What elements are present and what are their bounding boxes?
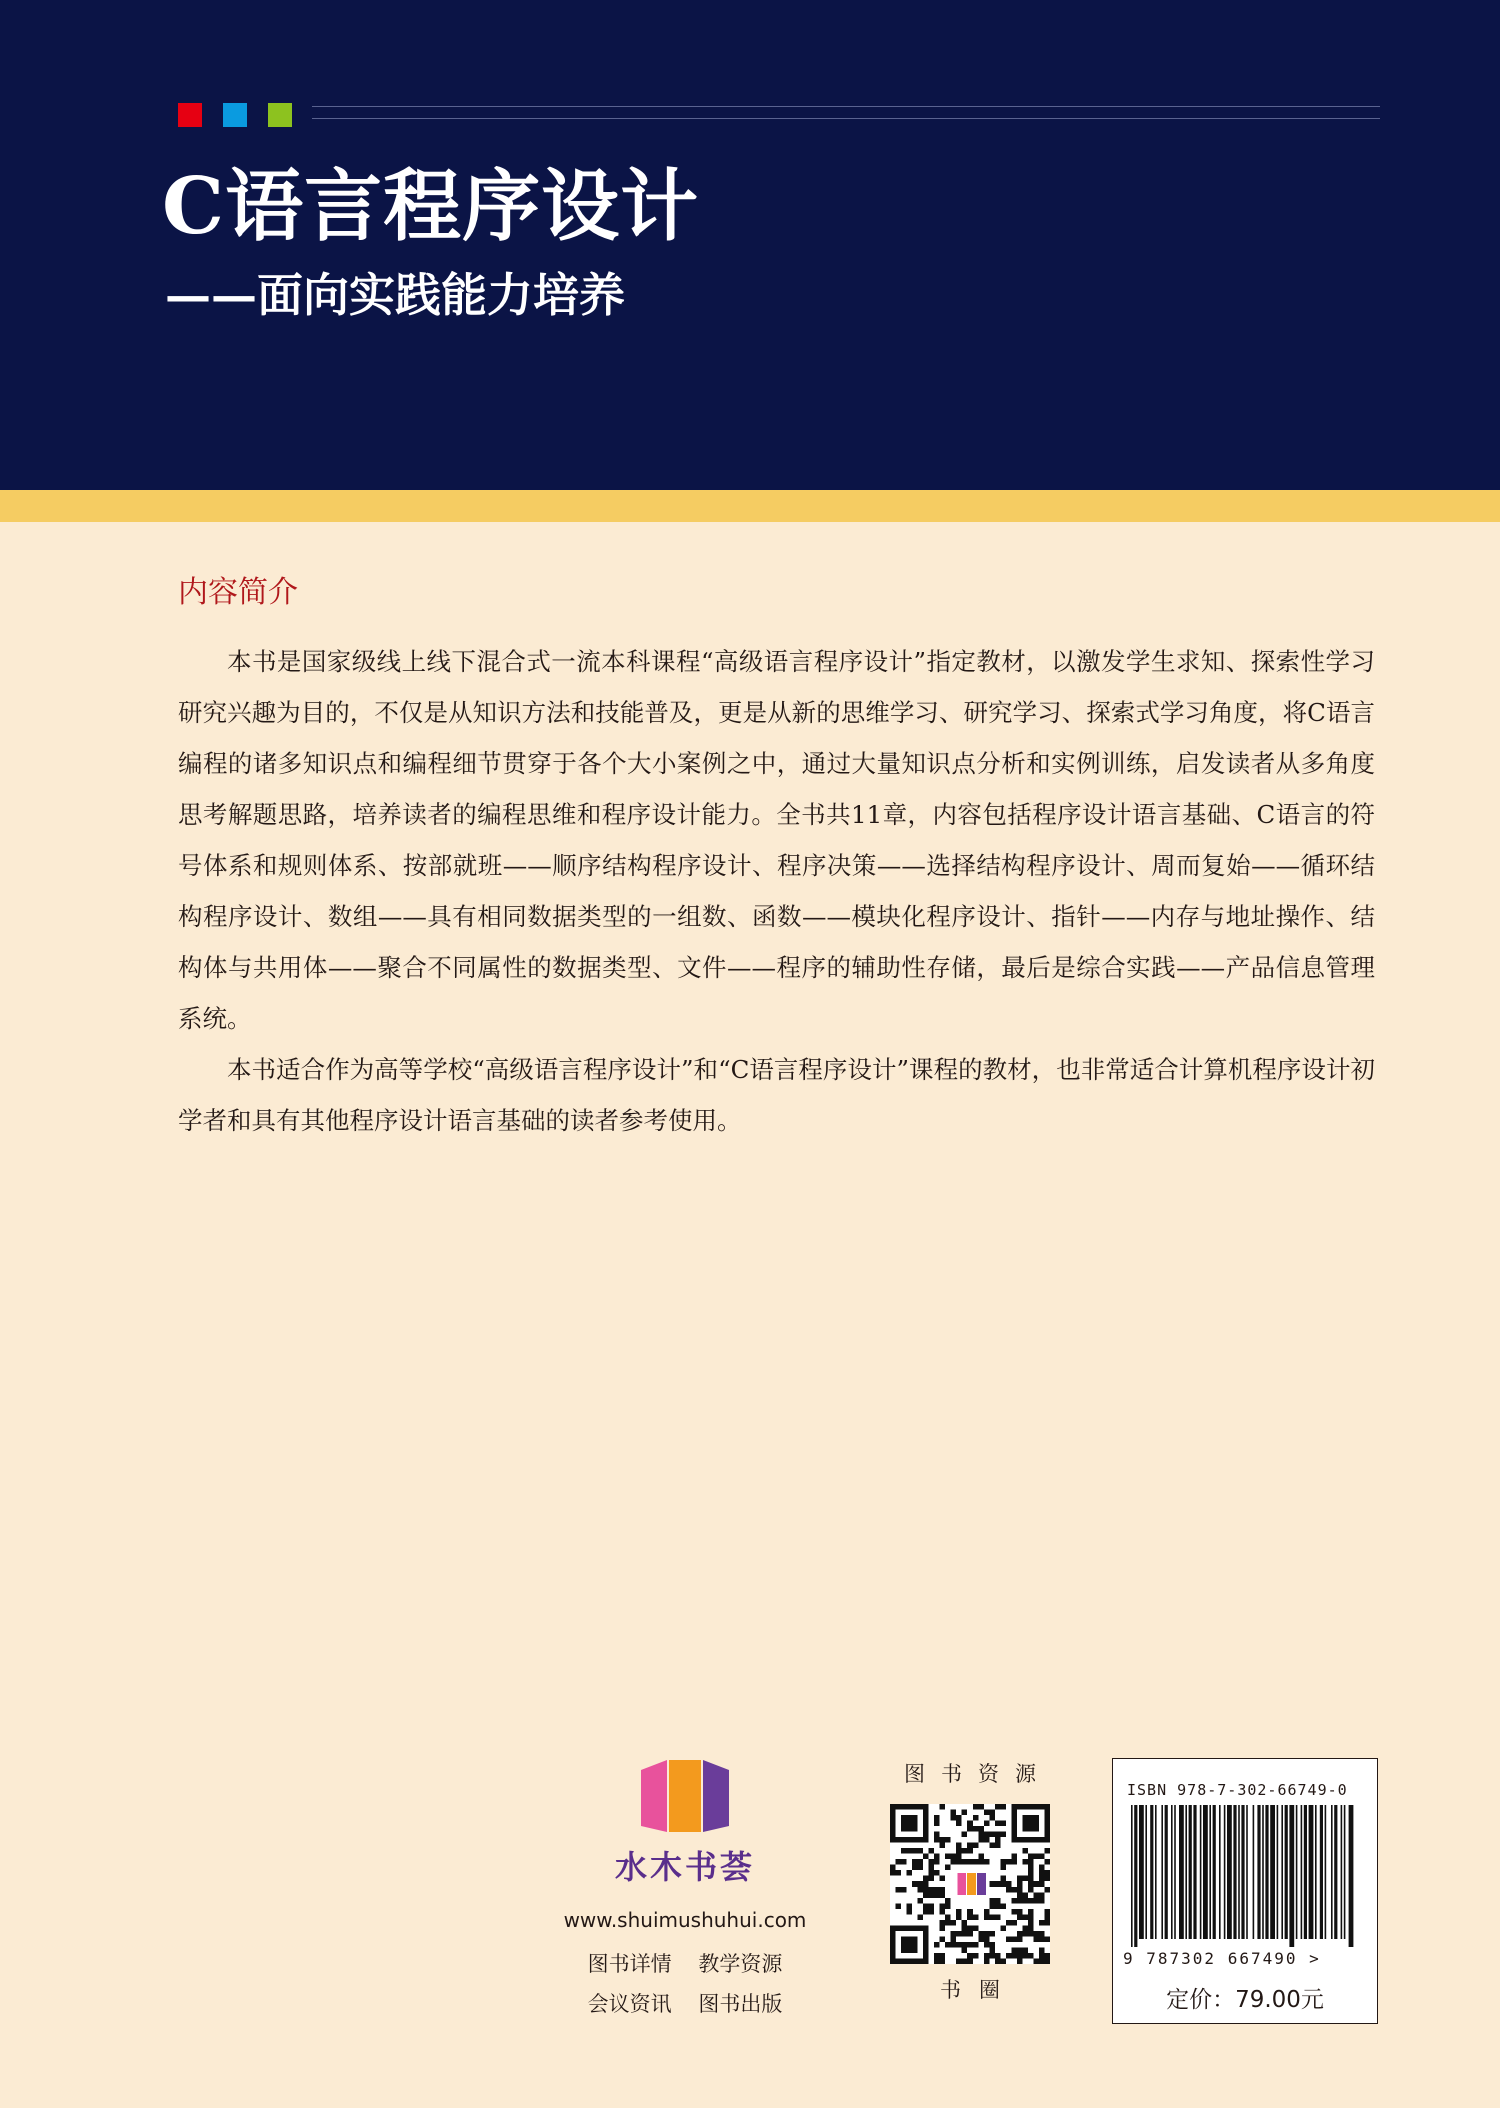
green-square-icon: [268, 103, 292, 127]
link-book-publishing[interactable]: 图书出版: [698, 1992, 783, 2016]
publisher-links: [540, 1944, 830, 2024]
red-square-icon: [178, 103, 202, 127]
link-conference-news[interactable]: 会议资讯: [587, 1992, 672, 2016]
book-subtitle: ——面向实践能力培养: [165, 268, 625, 322]
intro-heading: 内容简介: [178, 575, 298, 610]
qr-label-bottom: 书圈: [940, 1978, 1018, 2002]
decorative-line: [312, 106, 1380, 107]
book-title: C语言程序设计: [162, 161, 700, 252]
isbn-barcode-block: [1112, 1758, 1378, 2024]
price-label: 定价：79.00元: [1166, 1987, 1324, 2013]
publisher-url[interactable]: www.shuimushuhui.com: [563, 1908, 807, 1932]
barcode-icon: [1127, 1805, 1363, 1947]
gold-stripe: [0, 490, 1500, 522]
qr-block: [870, 1758, 1070, 2004]
link-teaching-resources[interactable]: 教学资源: [698, 1952, 783, 1976]
intro-paragraph: 本书适合作为高等学校“高级语言程序设计”和“C语言程序设计”课程的教材，也非常适合计算机程序设计初学者和具有其他程序设计语言基础的读者参考使用。: [178, 1055, 1375, 1135]
publisher-block: [540, 1758, 830, 2024]
intro-paragraph: 本书是国家级线上线下混合式一流本科课程“高级语言程序设计”指定教材，以激发学生求知、探索性学习研究兴趣为目的，不仅是从知识方法和技能普及，更是从新的思维学习、研究学习、探索式学习角度，将C语言编程的诸多知识点和编程细节贯穿于各个大小案例之中，通过大量知识点分析和实例训练，启发读者从多角度思考解题思路，培养读者的编程思维和程序设计能力。全书共11章，内容包括程序设计语言基础、C语言的符号体系和规则体系、按部就班——顺序结构程序设计、程序决策——选择结构程序设计、周而复始——循环结构程序设计、数组——具有相同数据类型的一组数、函数——模块化程序设计、指针——内存与地址操作、结构体与共用体——聚合不同属性的数据类型、文件——程序的辅助性存储，最后是综合实践——产品信息管理系统。: [178, 647, 1375, 1033]
isbn-text: ISBN 978-7-302-66749-0: [1127, 1781, 1348, 1799]
intro-text: [178, 636, 1375, 1146]
book-logo-icon: [637, 1758, 733, 1836]
decorative-line: [312, 118, 1380, 119]
qr-label-top: 图书资源: [904, 1762, 1052, 1786]
blue-square-icon: [223, 103, 247, 127]
isbn-digits: 9 787302 667490 >: [1123, 1949, 1321, 1968]
qr-code-icon[interactable]: [890, 1804, 1050, 1964]
link-book-details[interactable]: 图书详情: [587, 1952, 672, 1976]
publisher-brand: 水木书荟: [614, 1848, 755, 1886]
